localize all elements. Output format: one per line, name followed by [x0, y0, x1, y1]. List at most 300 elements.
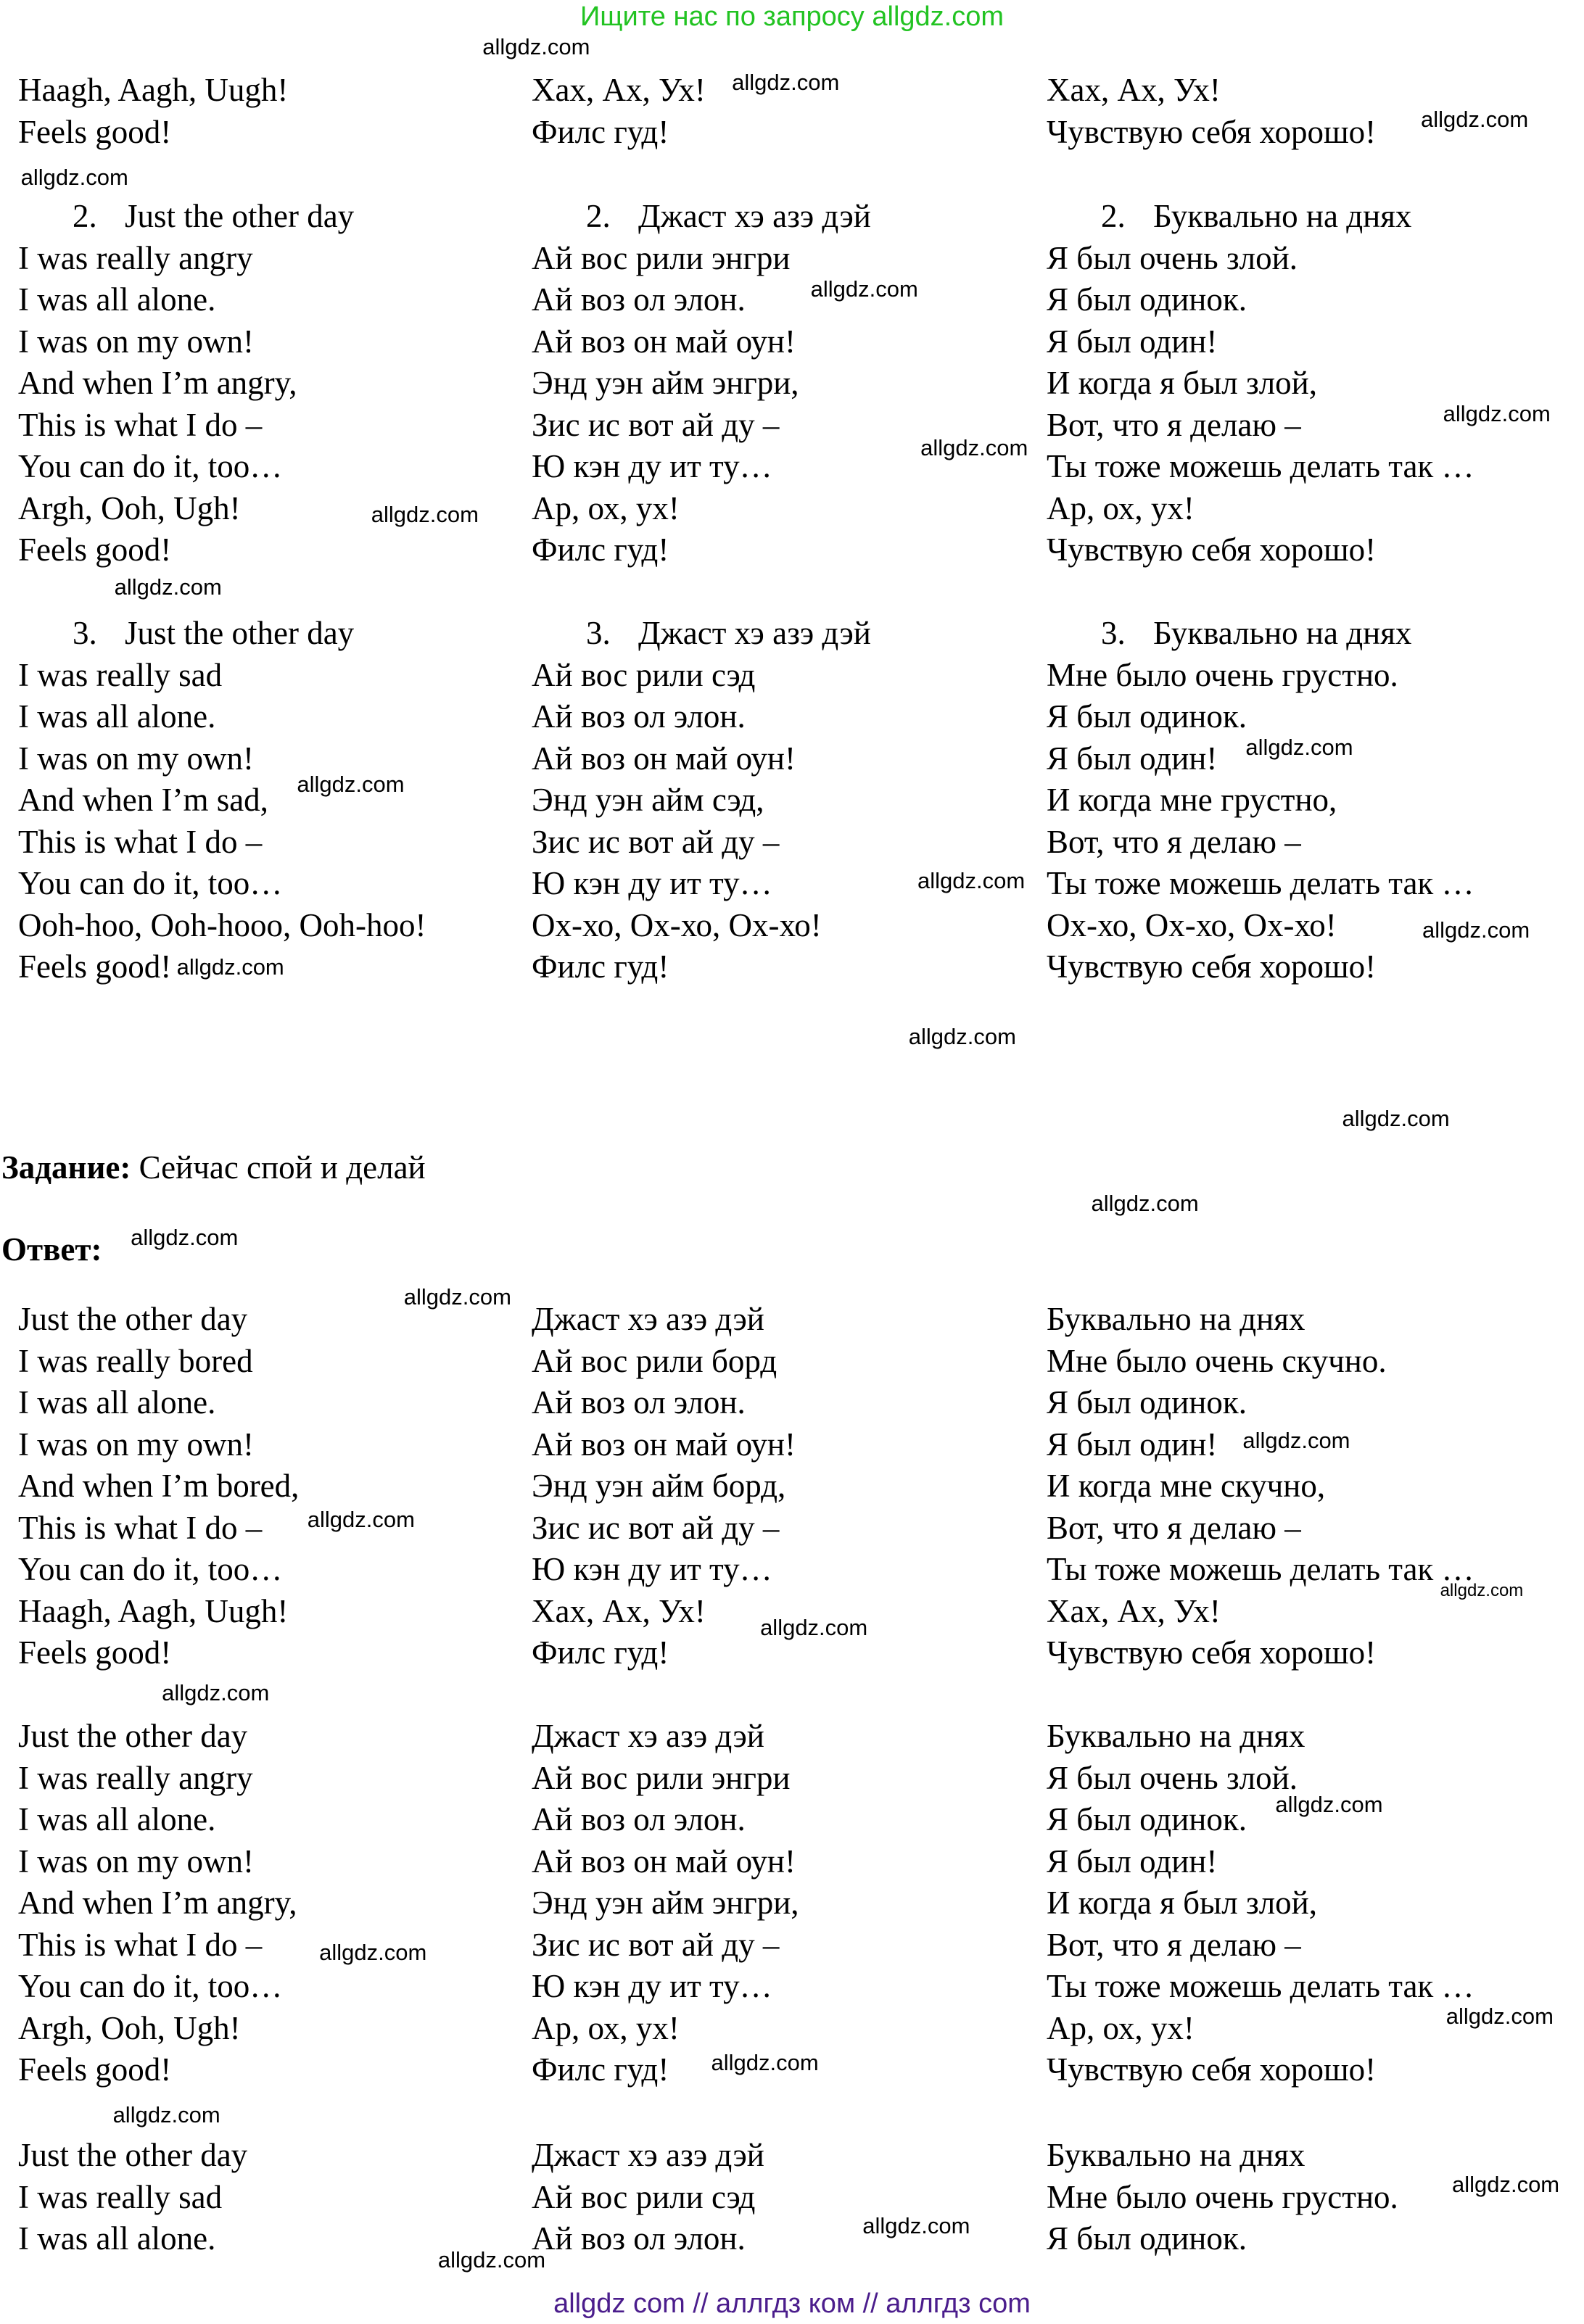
lyric-line — [1047, 446, 1474, 488]
lyric-text: Argh, Ooh, Ugh! — [18, 2009, 241, 2046]
lyric-line — [532, 363, 871, 405]
lyric-text: Ай воз он май оун! — [532, 323, 796, 360]
lyric-text: I was on my own! — [18, 740, 254, 777]
lyric-text: Хах, Ах, Ух! — [1047, 72, 1221, 108]
lyric-line — [532, 863, 871, 905]
lyric-text: И когда мне скучно, — [1047, 1468, 1326, 1504]
lyric-line — [532, 1508, 796, 1550]
lyric-text: Джаст хэ азэ дэй — [532, 1301, 764, 1337]
watermark: allgdz.com — [1422, 917, 1530, 943]
lyric-text: Ай воз он май оун! — [532, 740, 796, 777]
lyric-line — [18, 822, 426, 864]
lyric-line — [532, 2177, 764, 2219]
lyric-line — [1047, 1924, 1474, 1967]
lyric-line — [532, 1549, 796, 1591]
lyric-text: Just the other day — [18, 2137, 248, 2173]
lyric-text: Я был очень злой. — [1047, 1759, 1298, 1796]
lyric-line — [532, 2135, 764, 2177]
lyric-line — [532, 70, 706, 112]
lyric-line — [18, 1549, 299, 1591]
lyric-line — [18, 1508, 299, 1550]
lyric-text: И когда мне грустно, — [1047, 782, 1337, 818]
lyric-line — [18, 1882, 297, 1924]
lyric-line — [18, 488, 354, 530]
lyric-text: Я был очень злой. — [1047, 239, 1298, 276]
lyrics-column-en — [18, 1716, 297, 2091]
lyric-line — [532, 1841, 799, 1883]
watermark: allgdz.com — [1242, 1428, 1350, 1454]
lyric-text: Ар, ох, ух! — [532, 489, 680, 526]
lyric-text: Ай воз ол элон. — [532, 1384, 746, 1421]
lyric-line — [18, 238, 354, 280]
watermark: allgdz.com — [1342, 1106, 1450, 1131]
lyric-line — [1047, 1299, 1474, 1341]
lyric-text: Feels good! — [18, 948, 172, 985]
lyric-text: I was really sad — [18, 2178, 223, 2215]
lyric-line — [1047, 1882, 1474, 1924]
lyric-line — [1047, 1716, 1474, 1758]
lyric-line — [18, 1799, 297, 1841]
lyric-line — [532, 905, 871, 947]
lyric-line — [1047, 405, 1474, 447]
lyric-text: This is what I do – — [18, 406, 263, 443]
watermark: allgdz.com — [862, 2213, 970, 2239]
watermark: allgdz.com — [1245, 735, 1353, 761]
lyric-line — [532, 446, 871, 488]
lyric-line — [1047, 905, 1474, 947]
lyric-text: Ай воз он май оун! — [532, 1843, 796, 1880]
lyric-line — [18, 279, 354, 321]
lyric-text: Ай вос рили сэд — [532, 656, 756, 693]
lyric-line — [1047, 613, 1474, 655]
lyrics-column-en — [18, 613, 426, 988]
lyric-line — [532, 1465, 796, 1508]
lyric-text: You can do it, too… — [18, 448, 283, 484]
lyric-text: Я был одинок. — [1047, 1384, 1247, 1421]
watermark: allgdz.com — [920, 434, 1028, 460]
lyric-text: Ю кэн ду ит ту… — [532, 1968, 772, 2004]
watermark: allgdz.com — [114, 574, 222, 600]
lyric-text: This is what I do – — [18, 823, 263, 860]
verse-number: 3. — [1101, 615, 1126, 651]
lyric-text: Джаст хэ азэ дэй — [532, 1718, 764, 1754]
lyrics-column-en — [18, 196, 354, 571]
lyric-text: Джаст хэ азэ дэй — [638, 198, 871, 234]
lyrics-column-tr — [532, 2135, 764, 2260]
lyric-line — [1047, 1549, 1474, 1591]
lyric-text: Я был один! — [1047, 1843, 1218, 1880]
lyrics-column-ru — [1047, 613, 1474, 988]
lyric-line — [532, 196, 871, 238]
lyric-line — [18, 863, 426, 905]
lyric-line — [1047, 1632, 1474, 1674]
lyric-line — [18, 613, 426, 655]
lyric-text: Вот, что я делаю – — [1047, 823, 1301, 860]
lyric-line — [18, 1924, 297, 1967]
lyric-text: Филс гуд! — [532, 948, 669, 985]
lyric-text: Ар, ох, ух! — [532, 2009, 680, 2046]
lyric-line — [532, 488, 871, 530]
lyric-text: Я был одинок. — [1047, 698, 1247, 735]
lyric-line — [532, 1591, 796, 1633]
site-banner[interactable]: Ищите нас по запросу allgdz.com — [579, 1, 1004, 32]
lyric-text: Я был одинок. — [1047, 281, 1247, 318]
lyric-text: Чувствую себя хорошо! — [1047, 1634, 1377, 1671]
lyric-text: Буквально на днях — [1047, 1301, 1305, 1337]
lyric-line — [1047, 2177, 1398, 2219]
lyric-line — [1047, 1591, 1474, 1633]
lyric-line — [18, 363, 354, 405]
lyric-text: You can do it, too… — [18, 1968, 283, 2004]
lyric-text: Чувствую себя хорошо! — [1047, 948, 1377, 985]
lyric-text: Ай воз ол элон. — [532, 2220, 746, 2257]
lyric-text: И когда я был злой, — [1047, 365, 1318, 401]
lyric-text: Ай вос рили сэд — [532, 2178, 756, 2215]
lyric-text: Филс гуд! — [532, 2051, 669, 2088]
watermark: allgdz.com — [1445, 2003, 1554, 2030]
lyric-text: Ай воз ол элон. — [532, 698, 746, 735]
lyric-text: This is what I do – — [18, 1509, 263, 1546]
lyric-text: Ар, ох, ух! — [1047, 489, 1195, 526]
watermark: allgdz.com — [1275, 1791, 1383, 1817]
lyric-line — [532, 1632, 796, 1674]
lyric-line — [18, 2218, 247, 2260]
lyric-line — [532, 1299, 796, 1341]
watermark: allgdz.com — [1440, 1581, 1524, 1601]
lyric-text: Ай воз ол элон. — [532, 281, 746, 318]
lyric-line — [1047, 363, 1474, 405]
lyric-text: Филс гуд! — [532, 113, 669, 150]
lyric-text: Ooh-hoo, Ooh-hooo, Ooh-hoo! — [18, 906, 426, 943]
lyrics-column-ru — [1047, 1716, 1474, 2091]
lyric-text: Чувствую себя хорошо! — [1047, 532, 1377, 568]
lyric-text: Ты тоже можешь делать так … — [1047, 448, 1474, 484]
lyric-text: Haagh, Aagh, Uugh! — [18, 1592, 289, 1629]
lyric-line — [1047, 696, 1474, 738]
lyric-text: I was all alone. — [18, 1384, 216, 1421]
lyric-text: Буквально на днях — [1047, 2137, 1305, 2173]
lyric-text: I was really angry — [18, 1759, 253, 1796]
lyric-line — [532, 655, 871, 697]
lyric-text: Чувствую себя хорошо! — [1047, 2051, 1377, 2088]
lyric-text: Вот, что я делаю – — [1047, 1509, 1301, 1546]
watermark: allgdz.com — [371, 501, 479, 527]
lyric-text: Ай вос рили энгри — [532, 1759, 791, 1796]
watermark: allgdz.com — [1443, 400, 1551, 426]
lyric-text: And when I’m angry, — [18, 1885, 297, 1921]
lyric-line — [18, 1382, 299, 1424]
lyric-text: Feels good! — [18, 2051, 172, 2088]
lyric-text: Хах, Ах, Ух! — [1047, 1592, 1221, 1629]
lyric-text: You can do it, too… — [18, 1551, 283, 1587]
lyric-text: And when I’m sad, — [18, 782, 268, 818]
lyric-line — [1047, 196, 1474, 238]
lyric-line — [1047, 655, 1474, 697]
lyric-line — [18, 1299, 299, 1341]
lyrics-column-ru — [1047, 196, 1474, 571]
lyrics-column-ru — [1047, 70, 1376, 153]
watermark: allgdz.com — [732, 70, 840, 96]
lyric-text: And when I’m angry, — [18, 365, 297, 401]
lyric-line — [1047, 1341, 1474, 1383]
lyric-text: Мне было очень грустно. — [1047, 2178, 1398, 2215]
lyric-text: Я был один! — [1047, 740, 1218, 777]
lyric-text: Джаст хэ азэ дэй — [638, 615, 871, 651]
watermark: allgdz.com — [1091, 1190, 1199, 1216]
lyric-text: Just the other day — [18, 1301, 248, 1337]
lyric-line — [532, 2218, 764, 2260]
lyric-line — [1047, 1465, 1474, 1508]
lyric-line — [1047, 2008, 1474, 2050]
lyric-text: Feels good! — [18, 532, 172, 568]
lyric-text: Филс гуд! — [532, 1634, 669, 1671]
lyric-text: Just the other day — [125, 198, 355, 234]
lyric-text: Argh, Ooh, Ugh! — [18, 489, 241, 526]
lyric-text: Ох-хо, Ох-хо, Ох-хо! — [532, 906, 822, 943]
lyric-text: Энд уэн айм сэд, — [532, 782, 764, 818]
lyric-text: Feels good! — [18, 113, 172, 150]
lyric-text: I was all alone. — [18, 281, 216, 318]
lyric-line — [532, 696, 871, 738]
watermark: allgdz.com — [319, 1940, 427, 1966]
lyric-line — [532, 780, 871, 822]
lyric-text: I was really sad — [18, 656, 223, 693]
lyric-text: Я был одинок. — [1047, 2220, 1247, 2257]
lyrics-column-tr — [532, 70, 706, 153]
watermark: allgdz.com — [917, 868, 1026, 894]
lyric-text: Хах, Ах, Ух! — [532, 1592, 706, 1629]
task-line — [1, 1149, 426, 1186]
lyric-line — [532, 1758, 799, 1800]
lyric-text: Ты тоже можешь делать так … — [1047, 865, 1474, 901]
lyric-line — [1047, 1966, 1474, 2008]
verse-number: 3. — [586, 615, 611, 651]
lyric-line — [18, 1966, 297, 2008]
lyric-text: I was on my own! — [18, 323, 254, 360]
lyric-text: Ар, ох, ух! — [1047, 2009, 1195, 2046]
lyric-line — [18, 905, 426, 947]
lyric-text: You can do it, too… — [18, 865, 283, 901]
answer-label: Ответ: — [1, 1231, 102, 1268]
lyric-line — [532, 738, 871, 780]
verse-number: 2. — [73, 198, 97, 234]
lyric-text: Ай воз ол элон. — [532, 1801, 746, 1837]
lyric-text: Вот, что я делаю – — [1047, 406, 1301, 443]
lyric-line — [18, 70, 288, 112]
lyric-line — [18, 1424, 299, 1466]
lyric-line — [1047, 863, 1474, 905]
lyric-line — [18, 2177, 247, 2219]
watermark: allgdz.com — [131, 1224, 239, 1250]
lyric-line — [1047, 488, 1474, 530]
lyric-line — [1047, 70, 1376, 112]
lyric-text: И когда я был злой, — [1047, 1885, 1318, 1921]
watermark: allgdz.com — [307, 1506, 415, 1532]
watermark: allgdz.com — [711, 2049, 819, 2075]
lyric-line — [1047, 279, 1474, 321]
lyric-line — [1047, 946, 1474, 988]
lyric-line — [1047, 321, 1474, 363]
verse-number: 2. — [586, 198, 611, 234]
lyric-line — [532, 1882, 799, 1924]
lyric-line — [532, 2008, 799, 2050]
lyrics-column-en — [18, 70, 288, 153]
lyric-line — [532, 529, 871, 571]
lyric-line — [18, 1841, 297, 1883]
watermark: allgdz.com — [176, 954, 284, 980]
lyric-line — [532, 1799, 799, 1841]
verse-number: 2. — [1101, 198, 1126, 234]
lyric-text: Хах, Ах, Ух! — [532, 72, 706, 108]
watermark: allgdz.com — [403, 1283, 511, 1310]
lyric-text: Вот, что я делаю – — [1047, 1926, 1301, 1963]
lyric-text: I was really bored — [18, 1342, 253, 1379]
lyric-line — [1047, 2135, 1398, 2177]
lyric-text: Мне было очень скучно. — [1047, 1342, 1387, 1379]
lyric-line — [532, 613, 871, 655]
lyric-line — [18, 112, 288, 154]
lyric-line — [532, 321, 871, 363]
lyric-text: Мне было очень грустно. — [1047, 656, 1398, 693]
lyric-text: Филс гуд! — [532, 532, 669, 568]
lyric-line — [18, 529, 354, 571]
lyric-line — [18, 1758, 297, 1800]
lyric-text: I was on my own! — [18, 1843, 254, 1880]
watermark: allgdz.com — [810, 276, 918, 302]
lyric-line — [1047, 1508, 1474, 1550]
lyric-text: Зис ис вот ай ду – — [532, 1926, 780, 1963]
lyric-line — [1047, 2218, 1398, 2260]
lyrics-column-ru — [1047, 2135, 1398, 2260]
task-label: Задание: — [1, 1149, 131, 1186]
lyric-text: Буквально на днях — [1153, 198, 1412, 234]
lyric-line — [18, 696, 426, 738]
lyric-text: Ты тоже можешь делать так … — [1047, 1968, 1474, 2004]
lyric-line — [18, 446, 354, 488]
lyric-line — [1047, 1382, 1474, 1424]
task-text: Сейчас спой и делай — [139, 1149, 426, 1186]
lyric-line — [18, 1341, 299, 1383]
lyric-line — [1047, 822, 1474, 864]
lyrics-column-en — [18, 2135, 247, 2260]
lyric-text: Чувствую себя хорошо! — [1047, 113, 1377, 150]
lyric-text: Я был одинок. — [1047, 1801, 1247, 1837]
lyric-line — [18, 2008, 297, 2050]
lyric-line — [532, 822, 871, 864]
lyric-line — [18, 1465, 299, 1508]
lyric-text: Джаст хэ азэ дэй — [532, 2137, 764, 2173]
lyric-text: Я был один! — [1047, 323, 1218, 360]
lyric-text: Ай вос рили энгри — [532, 239, 791, 276]
lyric-text: This is what I do – — [18, 1926, 263, 1963]
lyric-text: Ю кэн ду ит ту… — [532, 1551, 772, 1587]
lyrics-column-ru — [1047, 1299, 1474, 1674]
lyrics-column-tr — [532, 613, 871, 988]
watermark: allgdz.com — [760, 1615, 868, 1641]
lyric-line — [532, 405, 871, 447]
lyric-text: Just the other day — [18, 1718, 248, 1754]
lyric-line — [1047, 1758, 1474, 1800]
lyric-line — [1047, 780, 1474, 822]
lyric-text: Just the other day — [125, 615, 355, 651]
watermark: allgdz.com — [297, 772, 405, 798]
lyric-text: Ох-хо, Ох-хо, Ох-хо! — [1047, 906, 1337, 943]
lyric-line — [1047, 2049, 1474, 2091]
lyric-text: Feels good! — [18, 1634, 172, 1671]
lyric-text: Haagh, Aagh, Uugh! — [18, 72, 289, 108]
lyric-line — [532, 238, 871, 280]
lyrics-column-tr — [532, 1716, 799, 2091]
lyric-text: And when I’m bored, — [18, 1468, 300, 1504]
lyric-line — [18, 1632, 299, 1674]
lyric-line — [532, 1382, 796, 1424]
lyric-line — [532, 1924, 799, 1967]
lyric-line — [18, 655, 426, 697]
lyric-text: Энд уэн айм энгри, — [532, 1885, 799, 1921]
verse-number: 3. — [73, 615, 97, 651]
lyric-text: Буквально на днях — [1047, 1718, 1305, 1754]
lyric-text: Зис ис вот ай ду – — [532, 1509, 780, 1546]
lyrics-column-en — [18, 1299, 299, 1674]
watermark: allgdz.com — [112, 2101, 220, 2127]
lyric-line — [532, 1716, 799, 1758]
lyric-line — [532, 112, 706, 154]
lyric-line — [18, 1591, 299, 1633]
lyric-line — [1047, 1841, 1474, 1883]
watermark: allgdz.com — [1451, 2171, 1560, 2197]
lyric-line — [1047, 112, 1376, 154]
lyric-line — [18, 405, 354, 447]
lyric-line — [18, 321, 354, 363]
lyric-text: I was really angry — [18, 239, 253, 276]
lyric-text: Ай воз он май оун! — [532, 1426, 796, 1463]
lyric-line — [18, 2135, 247, 2177]
lyric-line — [532, 1424, 796, 1466]
watermark: allgdz.com — [162, 1680, 270, 1706]
footer-links[interactable]: allgdz com // аллгдз ком // аллгдз com — [553, 2288, 1031, 2319]
lyric-line — [532, 1966, 799, 2008]
watermark: allgdz.com — [1420, 107, 1529, 133]
lyric-line — [532, 946, 871, 988]
lyric-text: I was all alone. — [18, 698, 216, 735]
watermark: allgdz.com — [20, 165, 128, 191]
lyric-text: Зис ис вот ай ду – — [532, 823, 780, 860]
lyric-text: Буквально на днях — [1153, 615, 1412, 651]
watermark: allgdz.com — [482, 34, 590, 60]
lyric-line — [1047, 238, 1474, 280]
lyric-text: Ты тоже можешь делать так … — [1047, 1551, 1474, 1587]
lyric-text: Ю кэн ду ит ту… — [532, 865, 772, 901]
lyric-text: Я был один! — [1047, 1426, 1218, 1463]
lyric-line — [1047, 1799, 1474, 1841]
lyric-text: I was all alone. — [18, 1801, 216, 1837]
lyric-text: Ю кэн ду ит ту… — [532, 448, 772, 484]
lyric-text: Энд уэн айм энгри, — [532, 365, 799, 401]
watermark: allgdz.com — [908, 1024, 1016, 1050]
lyric-line — [18, 1716, 297, 1758]
lyrics-column-tr — [532, 196, 871, 571]
lyric-line — [18, 196, 354, 238]
lyrics-column-tr — [532, 1299, 796, 1674]
lyric-text: Зис ис вот ай ду – — [532, 406, 780, 443]
lyric-line — [1047, 529, 1474, 571]
lyric-text: I was all alone. — [18, 2220, 216, 2257]
lyric-text: I was on my own! — [18, 1426, 254, 1463]
lyric-line — [18, 2049, 297, 2091]
lyric-text: Ай вос рили борд — [532, 1342, 777, 1379]
lyric-text: Энд уэн айм борд, — [532, 1468, 786, 1504]
lyric-line — [532, 1341, 796, 1383]
